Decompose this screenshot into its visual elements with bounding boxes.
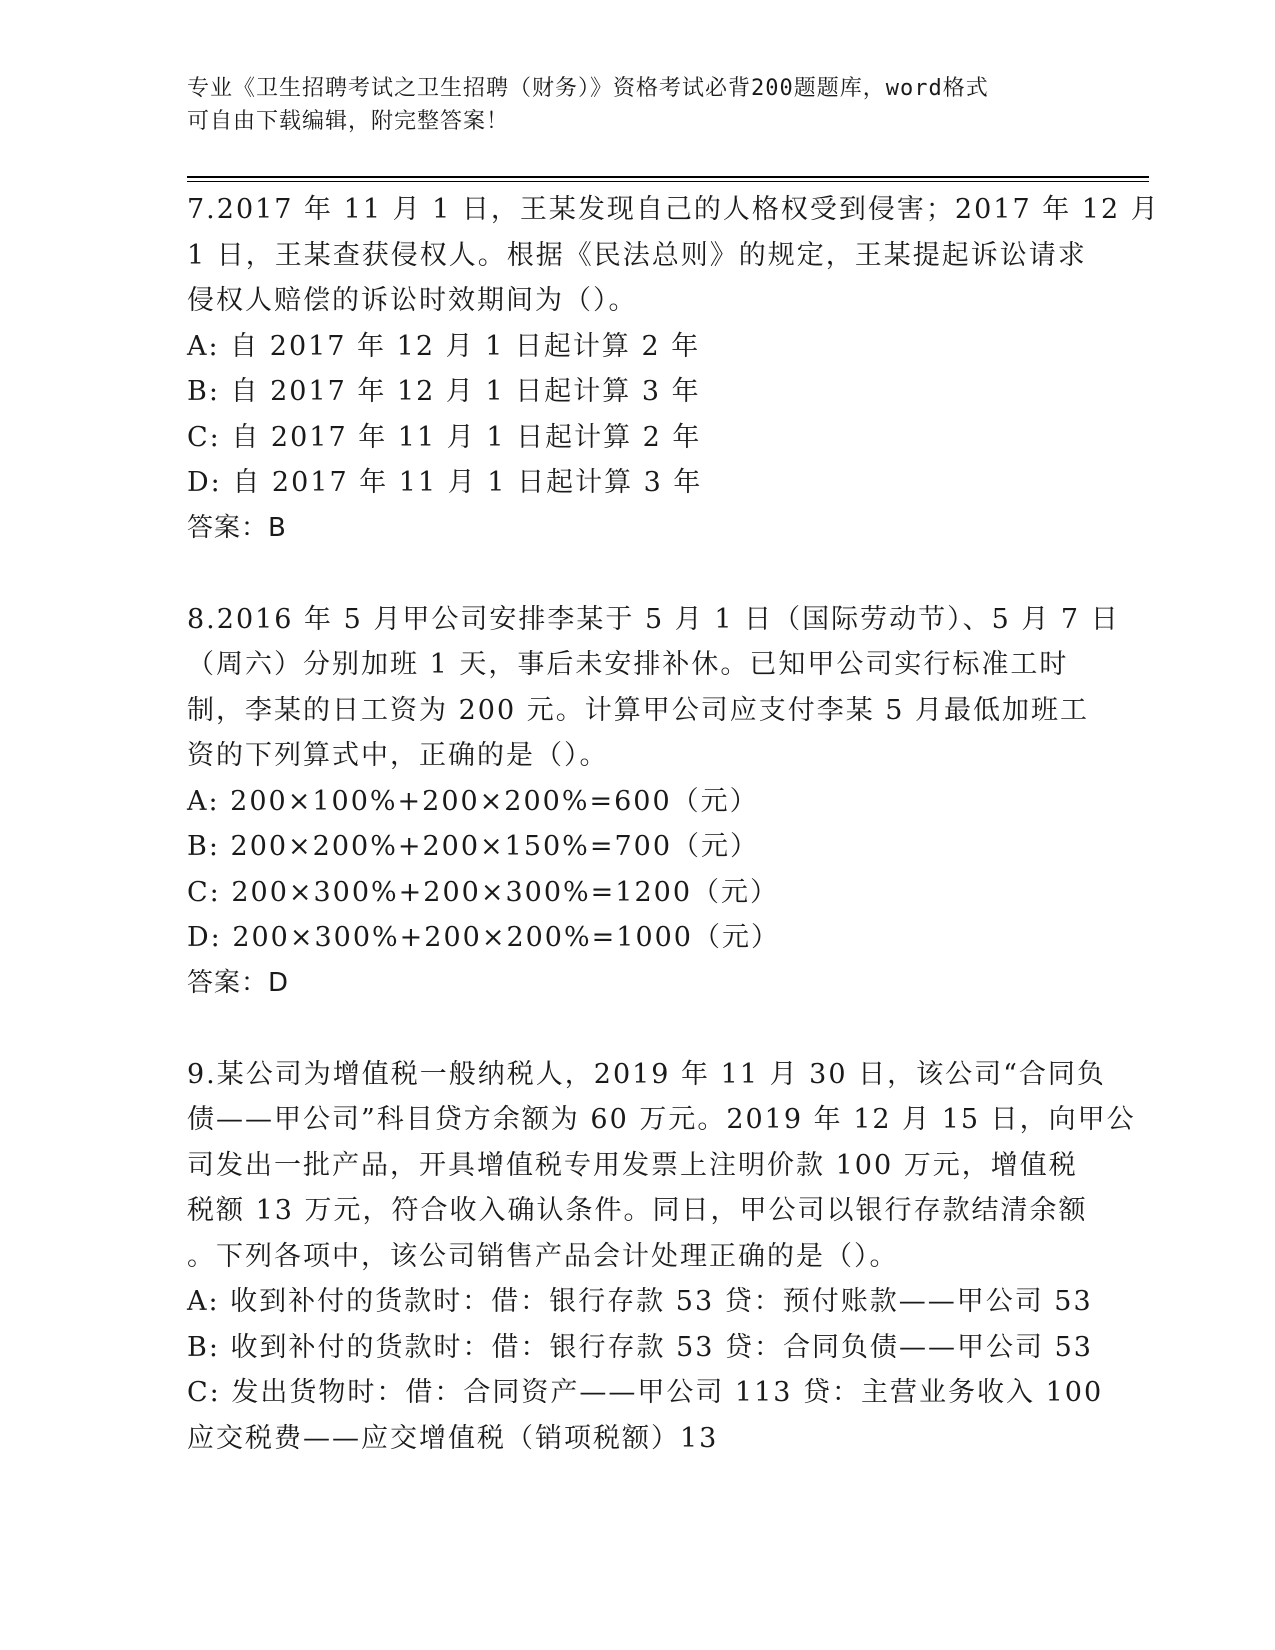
- answer-label: 答案：D: [187, 967, 290, 998]
- option-b: B: 收到补付的货款时：借：银行存款 53 贷：合同负债——甲公司 53: [187, 1331, 1093, 1363]
- document-header: [187, 72, 1087, 138]
- stem-line: （周六）分别加班 1 天，事后未安排补休。已知甲公司实行标准工时: [187, 649, 1069, 680]
- option-b: B: 200×200%+200×150%=700（元）: [187, 831, 759, 862]
- option-a: A: 收到补付的货款时：借：银行存款 53 贷：预付账款——甲公司 53: [187, 1286, 1093, 1317]
- question-stem: [187, 1052, 1136, 1280]
- option-c: C: 发出货物时：借：合同资产——甲公司 113 贷：主营业务收入 100: [187, 1377, 1104, 1408]
- option-a: A: 200×100%+200×200%=600（元）: [187, 785, 759, 817]
- stem-line: 资的下列算式中，正确的是（）。: [187, 740, 609, 771]
- question-stem: [187, 597, 1120, 779]
- question-8: [187, 597, 1120, 1007]
- header-line-1: 专业《卫生招聘考试之卫生招聘（财务）》资格考试必背200题题库，word格式: [187, 76, 989, 101]
- stem-line: 9.某公司为增值税一般纳税人，2019 年 11 月 30 日，该公司“合同负: [187, 1058, 1106, 1090]
- option-d: D: 200×300%+200×200%=1000（元）: [187, 922, 780, 953]
- stem-line: 司发出一批产品，开具增值税专用发票上注明价款 100 万元，增值税: [187, 1149, 1078, 1181]
- option-d: D: 自 2017 年 11 月 1 日起计算 3 年: [187, 467, 703, 498]
- question-spacer: [187, 1006, 1087, 1052]
- stem-line: 。下列各项中，该公司销售产品会计处理正确的是（）。: [187, 1240, 899, 1272]
- option-c: C: 自 2017 年 11 月 1 日起计算 2 年: [187, 421, 702, 453]
- answer-label: 答案：B: [187, 512, 287, 543]
- header-divider-thick: [187, 176, 1149, 178]
- stem-line: 1 日，王某查获侵权人。根据《民法总则》的规定，王某提起诉讼请求: [187, 239, 1087, 271]
- stem-line: 制，李某的日工资为 200 元。计算甲公司应支付李某 5 月最低加班工: [187, 694, 1090, 726]
- option-b: B: 自 2017 年 12 月 1 日起计算 3 年: [187, 376, 701, 407]
- stem-line: 8.2016 年 5 月甲公司安排李某于 5 月 1 日（国际劳动节）、5 月 7 日: [187, 603, 1120, 635]
- question-spacer: [187, 551, 1087, 597]
- stem-line: 债——甲公司”科目贷方余额为 60 万元。2019 年 12 月 15 日，向甲公: [187, 1104, 1136, 1135]
- stem-line: 侵权人赔偿的诉讼时效期间为（）。: [187, 285, 638, 316]
- option-c-continuation: 应交税费——应交增值税（销项税额）13: [187, 1422, 719, 1454]
- stem-line: 7.2017 年 11 月 1 日，王某发现自己的人格权受到侵害；2017 年 12 月: [187, 194, 1160, 225]
- header-line-2: 可自由下载编辑，附完整答案！: [187, 109, 510, 134]
- stem-line: 税额 13 万元，符合收入确认条件。同日，甲公司以银行存款结清余额: [187, 1195, 1088, 1226]
- question-stem: [187, 187, 1160, 324]
- option-a: A: 自 2017 年 12 月 1 日起计算 2 年: [187, 330, 701, 362]
- question-9: [187, 1052, 1136, 1462]
- question-7: [187, 187, 1160, 551]
- header-divider-thin: [187, 181, 1149, 182]
- question-list: [187, 187, 1160, 1461]
- option-c: C: 200×300%+200×300%=1200（元）: [187, 876, 779, 908]
